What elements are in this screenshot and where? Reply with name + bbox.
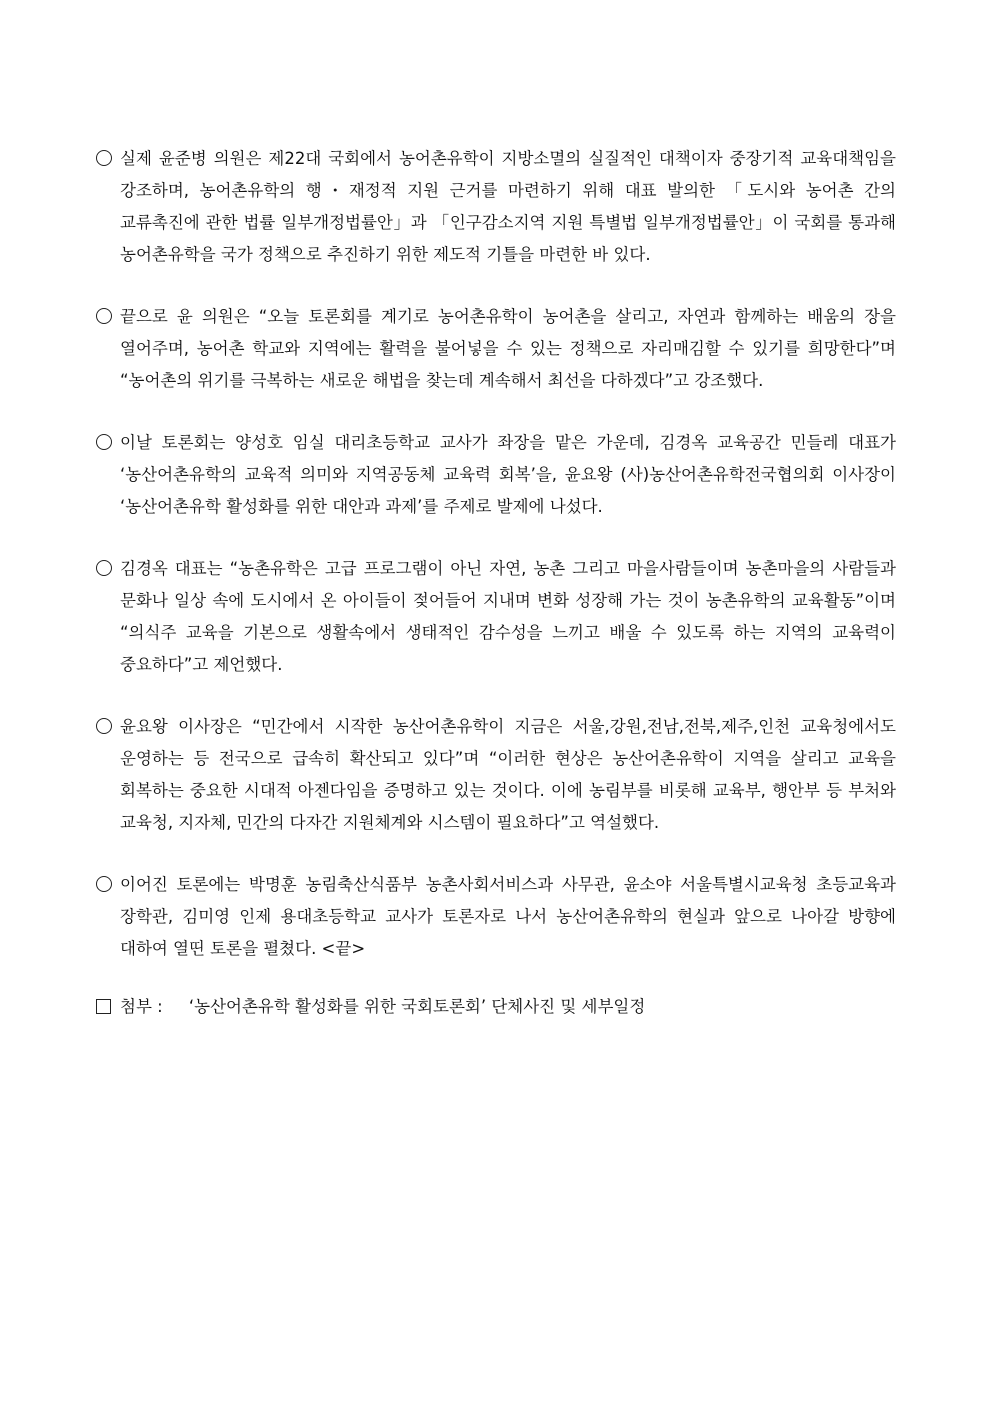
circle-bullet-icon [96, 711, 118, 743]
paragraph-2 [96, 301, 896, 397]
paragraph-5 [96, 711, 896, 839]
attachment-line [96, 991, 896, 1023]
paragraph-1 [96, 143, 896, 271]
paragraph-4 [96, 553, 896, 681]
paragraph-3 [96, 427, 896, 523]
attachment-label: 첨부 : [120, 997, 163, 1016]
paragraph-text: 이날 토론회는 양성호 임실 대리초등학교 교사가 좌장을 맡은 가운데, 김경옥 교육공간 민들레 대표가 ‘농산어촌유학의 교육적 의미와 지역공동체 교육력 회복’을, 윤요왕 (사)농산어촌유학전국협의회 이사장이 ‘농산어촌유학 활성화를 위한 대안과 과제’를 주제로 발제에 나섰다. [120, 433, 896, 516]
paragraph-text: 이어진 토론에는 박명훈 농림축산식품부 농촌사회서비스과 사무관, 윤소야 서울특별시교육청 초등교육과 장학관, 김미영 인제 용대초등학교 교사가 토론자로 나서 농산어촌유학의 현실과 앞으로 나아갈 방향에 대하여 열띤 토론을 펼쳤다. <끝> [120, 875, 896, 958]
circle-bullet-icon [96, 143, 118, 175]
paragraph-6 [96, 869, 896, 965]
square-bullet-icon [96, 991, 118, 1023]
circle-bullet-icon [96, 427, 118, 459]
paragraph-text: 윤요왕 이사장은 “민간에서 시작한 농산어촌유학이 지금은 서울,강원,전남,전북,제주,인천 교육청에서도 운영하는 등 전국으로 급속히 확산되고 있다”며 “이러한 현상은 농산어촌유학이 지역을 살리고 교육을 회복하는 중요한 시대적 아젠다임을 증명하고 있는 것이다. 이에 농림부를 비롯해 교육부, 행안부 등 부처와 교육청, 지자체, 민간의 다자간 지원체계와 시스템이 필요하다”고 역설했다. [120, 717, 896, 832]
paragraph-text: 실제 윤준병 의원은 제22대 국회에서 농어촌유학이 지방소멸의 실질적인 대책이자 중장기적 교육대책임을 강조하며, 농어촌유학의 행・재정적 지원 근거를 마련하기 위해 대표 발의한 「도시와 농어촌 간의 교류촉진에 관한 법률 일부개정법률안」과 「인구감소지역 지원 특별법 일부개정법률안」이 국회를 통과해 농어촌유학을 국가 정책으로 추진하기 위한 제도적 기틀을 마련한 바 있다. [120, 149, 896, 264]
paragraph-text: 김경옥 대표는 “농촌유학은 고급 프로그램이 아닌 자연, 농촌 그리고 마을사람들이며 농촌마을의 사람들과 문화나 일상 속에 도시에서 온 아이들이 젖어들어 지내며 변화 성장해 가는 것이 농촌유학의 교육활동”이며 “의식주 교육을 기본으로 생활속에서 생태적인 감수성을 느끼고 배울 수 있도록 하는 지역의 교육력이 중요하다”고 제언했다. [120, 559, 896, 674]
circle-bullet-icon [96, 553, 118, 585]
circle-bullet-icon [96, 301, 118, 333]
circle-bullet-icon [96, 869, 118, 901]
attachment-text: ‘농산어촌유학 활성화를 위한 국회토론회’ 단체사진 및 세부일정 [188, 997, 646, 1016]
document-body [96, 143, 896, 1023]
paragraph-text: 끝으로 윤 의원은 “오늘 토론회를 계기로 농어촌유학이 농어촌을 살리고, 자연과 함께하는 배움의 장을 열어주며, 농어촌 학교와 지역에는 활력을 불어넣을 수 있는 정책으로 자리매김할 수 있기를 희망한다”며 “농어촌의 위기를 극복하는 새로운 해법을 찾는데 계속해서 최선을 다하겠다”고 강조했다. [120, 307, 896, 390]
